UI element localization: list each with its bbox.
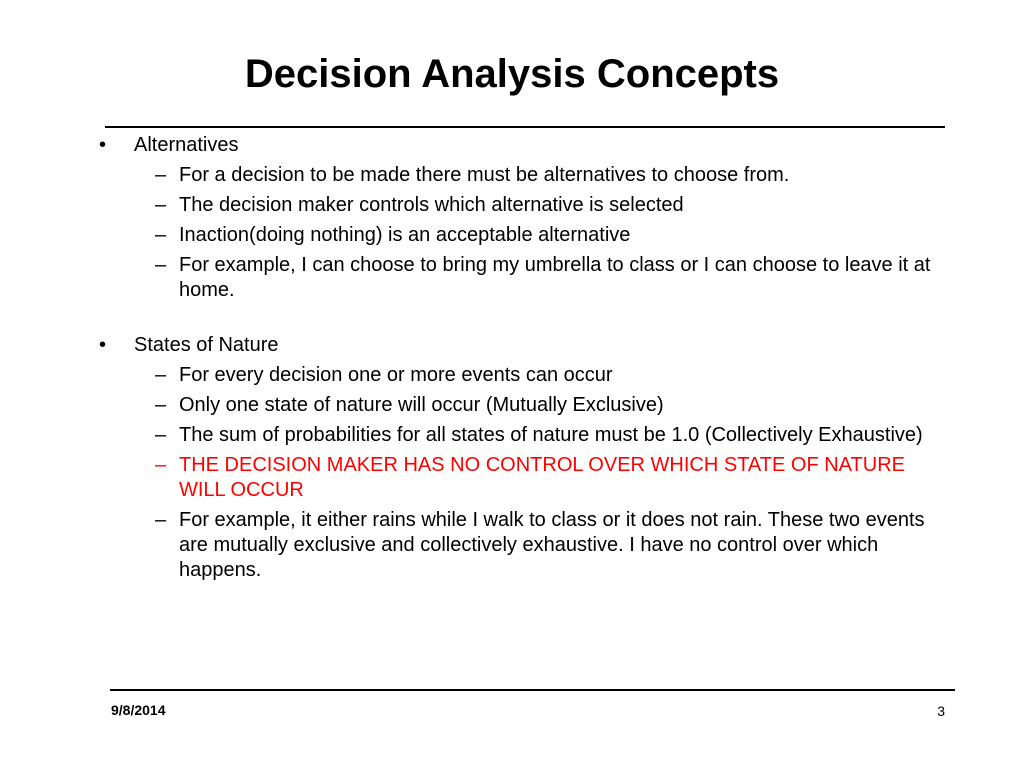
list-item-text: For a decision to be made there must be alternatives to choose from.	[179, 164, 790, 186]
section-alternatives	[0, 133, 946, 303]
list-item	[0, 393, 949, 418]
list-item	[0, 253, 949, 303]
dash-icon: –	[155, 164, 167, 186]
section-states-of-nature	[0, 333, 946, 583]
list-item-text: Inaction(doing nothing) is an acceptable alternative	[179, 224, 631, 246]
list-item-text: For example, I can choose to bring my umbrella to class or I can choose to leave it at home.	[179, 254, 931, 301]
footer-date: 9/8/2014	[111, 702, 166, 718]
footer-divider	[110, 689, 955, 691]
dash-icon: –	[155, 424, 167, 446]
list-item	[0, 363, 949, 388]
sub-list	[134, 363, 946, 583]
list-item-text: THE DECISION MAKER HAS NO CONTROL OVER WHICH STATE OF NATURE WILL OCCUR	[179, 454, 905, 501]
bullet-icon: •	[99, 334, 107, 356]
section-heading: States of Nature	[134, 334, 279, 356]
list-item-text: For every decision one or more events can occur	[179, 364, 613, 386]
bullet-icon: •	[99, 134, 107, 156]
title-divider	[105, 126, 945, 128]
list-item-text: For example, it either rains while I walk to class or it does not rain. These two events are mutually exclusive and collectively exhaustive. I have no control over which happens.	[179, 509, 925, 581]
list-item	[0, 508, 949, 583]
list-item	[0, 193, 949, 218]
list-item-text: Only one state of nature will occur (Mutually Exclusive)	[179, 394, 664, 416]
list-item	[0, 163, 949, 188]
section-heading: Alternatives	[134, 134, 239, 156]
slide-title: Decision Analysis Concepts	[244, 52, 780, 96]
list-item-text: The sum of probabilities for all states of nature must be 1.0 (Collectively Exhaustive)	[179, 424, 923, 446]
dash-icon: –	[155, 224, 167, 246]
page-number: 3	[937, 703, 945, 719]
slide-body	[0, 133, 1024, 588]
list-item	[0, 423, 949, 448]
dash-icon: –	[155, 364, 167, 386]
dash-icon: –	[155, 394, 167, 416]
list-item-text: The decision maker controls which alternative is selected	[179, 194, 684, 216]
alert-list-item	[0, 453, 949, 503]
dash-icon: –	[155, 194, 167, 216]
dash-icon: –	[155, 454, 167, 476]
dash-icon: –	[155, 509, 167, 531]
list-item	[0, 223, 949, 248]
dash-icon: –	[155, 254, 167, 276]
sub-list	[134, 163, 946, 303]
